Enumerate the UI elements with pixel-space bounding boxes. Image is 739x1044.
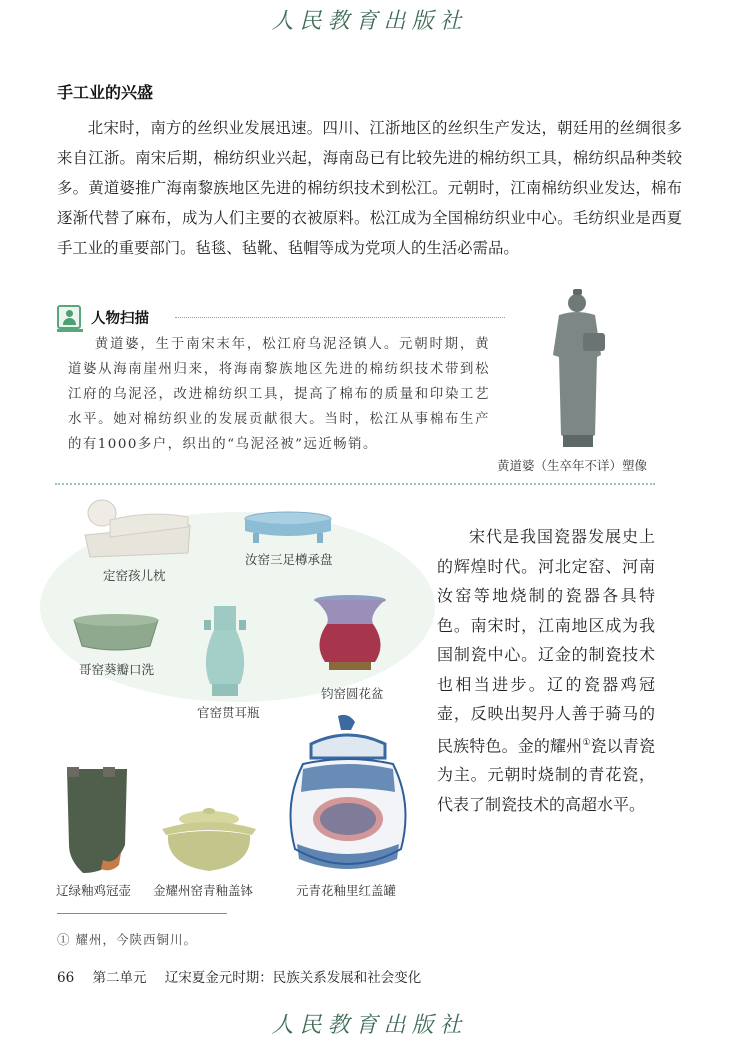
- paragraph-text: 北宋时，南方的丝织业发展迅速。四川、江浙地区的丝织生产发达，朝廷用的丝绸很多来自江浙。南宋后期，棉纺织业兴起，海南岛已有比较先进的棉纺织工具，棉纺织品种类较多。黄道婆推广海南黎族地区先进的棉纺织技术到松江。元朝时，江南棉纺织业发达，棉布逐渐代替了麻布，成为人们主要的衣被原料。松江成为全国棉纺织业中心。毛纺织业是西夏手工业的重要部门。毡毯、毡靴、毡帽等成为党项人的生活必需品。: [57, 119, 682, 257]
- profile-box-title: 人物扫描: [91, 310, 149, 327]
- profile-box-text: [68, 332, 490, 457]
- artifact-caption: 钧窑圆花盆: [321, 686, 384, 701]
- footnote-ref[interactable]: ①: [582, 737, 591, 748]
- profile-box-header: [57, 305, 149, 329]
- artifact-caption: 汝窑三足樽承盘: [245, 552, 333, 567]
- ceramics-paragraph: [437, 522, 655, 819]
- artifact-image-ge-washer: [72, 612, 160, 652]
- artifact-caption: 定窑孩儿枕: [103, 568, 166, 583]
- footnote: ① 耀州，今陕西铜川。: [57, 932, 197, 947]
- footnote-rule: [57, 913, 227, 914]
- publisher-logo-bottom: 人民教育出版社: [271, 1013, 468, 1038]
- artifact-image-yuan-jar: [283, 714, 413, 879]
- dotted-separator: [55, 483, 655, 485]
- dotted-divider: [175, 317, 505, 318]
- profile-text: 黄道婆，生于南宋末年，松江府乌泥泾镇人。元朝时期，黄道婆从海南崖州归来，将海南黎族地区先进的棉纺织技术带到松江府的乌泥泾，改进棉纺织工具，提高了棉布的质量和印染工艺水平。她对棉纺织业的发展贡献很大。当时，松江从事棉布生产的有1000多户，织出的“乌泥泾被”远近畅销。: [68, 337, 490, 452]
- artifact-image-guan-vase: [200, 604, 250, 699]
- section-title: 手工业的兴盛: [57, 83, 154, 102]
- main-paragraph: [57, 113, 682, 263]
- artifact-caption: 辽绿釉鸡冠壶: [56, 883, 132, 898]
- unit-title: 辽宋夏金元时期：民族关系发展和社会变化: [164, 970, 422, 986]
- ceramics-text: 宋代是我国瓷器发展史上的辉煌时代。河北定窑、河南汝窑等地烧制的瓷器各具特色。南宋时，江南地区成为我国制瓷中心。辽金的制瓷技术也相当进步。辽的瓷器鸡冠壶，反映出契丹人善于骑马的民族特色。金的耀州: [437, 527, 655, 755]
- artifact-caption: 官窑贯耳瓶: [197, 705, 260, 720]
- artifact-image-jun-pot: [313, 594, 388, 674]
- page-number: 66: [57, 970, 75, 986]
- ceramics-text-cont: 瓷以青瓷为主。元朝时烧制的青花瓷，代表了制瓷技术的高超水平。: [437, 735, 655, 814]
- artifact-image-ru-tray: [243, 511, 333, 546]
- artifact-caption: 金耀州窑青釉盖钵: [153, 883, 254, 898]
- unit-label: 第二单元: [92, 970, 147, 986]
- artifact-image-liao-flask: [63, 765, 131, 877]
- person-scan-icon: [57, 305, 81, 329]
- artifact-image-yaozhou-bowl: [160, 805, 258, 873]
- page-footer: [57, 966, 435, 986]
- artifact-caption: 元青花釉里红盖罐: [296, 883, 397, 898]
- statue-caption: 黄道婆（生卒年不详）塑像: [497, 458, 648, 473]
- publisher-logo-top: 人民教育出版社: [271, 9, 468, 34]
- artifact-image-ding-pillow: [80, 495, 195, 560]
- artifact-caption: 哥窑葵瓣口洗: [79, 662, 155, 677]
- statue-image: [545, 285, 610, 450]
